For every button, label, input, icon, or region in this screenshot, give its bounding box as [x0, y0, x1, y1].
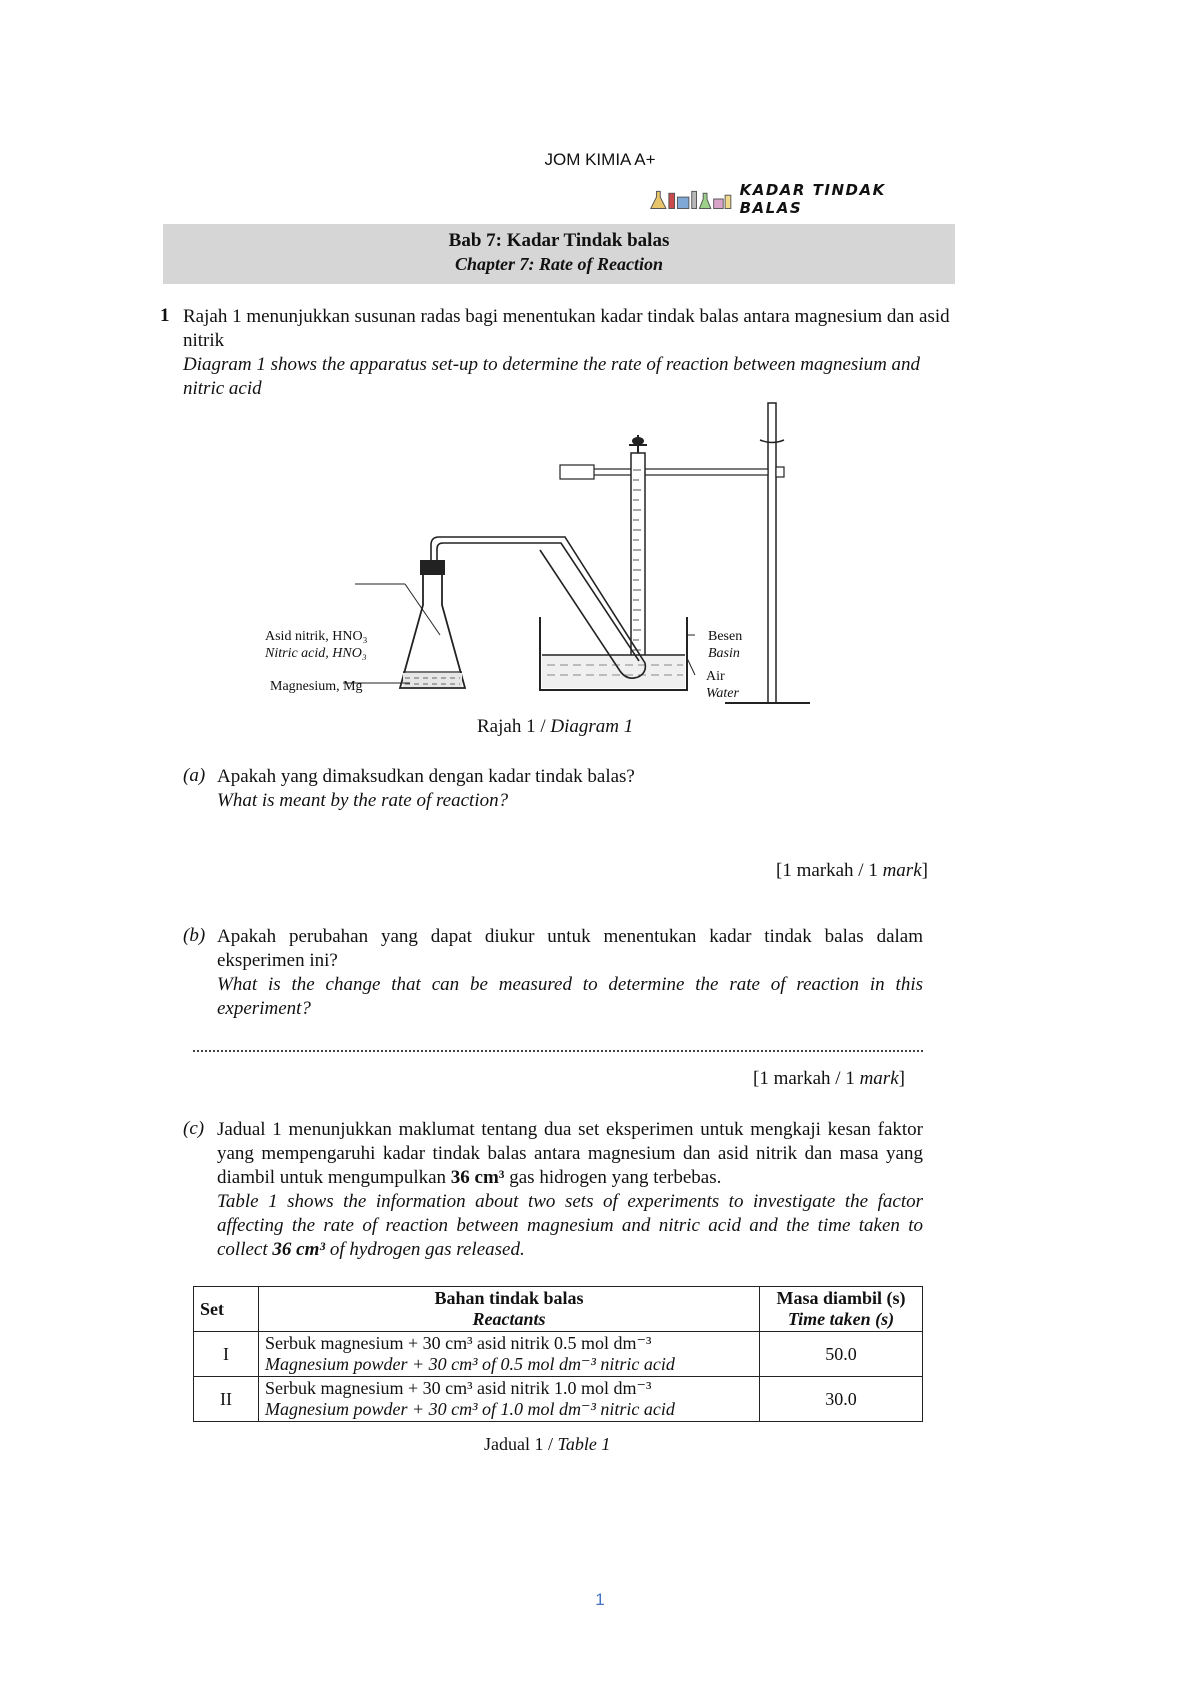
- row-reactants: [259, 1377, 760, 1422]
- part-b-marks: [753, 1068, 905, 1090]
- row-time: 30.0: [760, 1377, 923, 1422]
- stopper: [420, 560, 445, 575]
- diagram-caption: [477, 716, 633, 738]
- header-time-malay: Masa diambil (s): [776, 1288, 906, 1308]
- question-intro-malay: Rajah 1 menunjukkan susunan radas bagi menentukan kadar tindak balas antara magnesium dan asid nitrik: [183, 306, 950, 351]
- part-b-question: [193, 925, 923, 1021]
- header-reactants-malay: Bahan tindak balas: [434, 1288, 584, 1308]
- part-c-malay-volume: 36 cm³: [450, 1167, 505, 1188]
- label-basin-malay: Besen: [708, 629, 743, 644]
- part-a-marks-english: mark: [882, 860, 922, 881]
- part-b-english: What is the change that can be measured to determine the rate of reaction in this experiment?: [217, 974, 923, 1019]
- document-header-title: JOM KIMIA A+: [544, 150, 656, 169]
- part-c-question: [193, 1118, 923, 1262]
- part-a-marks-malay: [1 markah / 1: [776, 860, 883, 881]
- part-a-letter: (a): [183, 765, 206, 786]
- logo-text: KADAR TINDAK BALAS: [739, 181, 886, 217]
- label-water: [706, 668, 739, 702]
- label-nitric-acid: [265, 628, 368, 662]
- label-nitric-acid-malay: Asid nitrik, HNO₃: [265, 629, 368, 644]
- row-reactants-english: Magnesium powder + 30 cm³ of 0.5 mol dm⁻³ nitric acid: [265, 1354, 675, 1374]
- header-time: [760, 1287, 923, 1332]
- part-c-english: [193, 1190, 923, 1262]
- clamp-arm: [588, 469, 768, 475]
- header-reactants-english: Reactants: [472, 1309, 546, 1329]
- table-row: [194, 1332, 923, 1377]
- page-number: 1: [595, 1590, 605, 1609]
- table-row: [194, 1377, 923, 1422]
- part-a-marks-close: ]: [921, 860, 928, 881]
- part-a-marks: [776, 860, 928, 882]
- experiment-table: [193, 1286, 923, 1422]
- part-b-marks-malay: [1 markah / 1: [753, 1068, 860, 1089]
- label-basin-english: Basin: [708, 646, 740, 661]
- part-b-marks-english: mark: [859, 1068, 899, 1089]
- row-reactants-english: Magnesium powder + 30 cm³ of 1.0 mol dm⁻³ nitric acid: [265, 1399, 675, 1419]
- label-magnesium: Magnesium, Mg: [270, 679, 363, 694]
- chapter-title-box: [163, 224, 955, 284]
- diagram-caption-malay: Rajah 1 /: [477, 716, 551, 737]
- label-water-malay: Air: [706, 669, 725, 684]
- chapter-title-malay: Bab 7: Kadar Tindak balas: [448, 230, 670, 251]
- answer-line[interactable]: [193, 1050, 923, 1052]
- part-c-english-end: of hydrogen gas released.: [325, 1239, 525, 1260]
- clamp-jaw: [560, 465, 594, 479]
- row-set: II: [194, 1377, 259, 1422]
- label-water-english: Water: [706, 686, 739, 701]
- row-set: I: [194, 1332, 259, 1377]
- part-c-english-text: Table 1 shows the information about two sets of experiments to investigate the factor affecting the rate of reaction between magnesium and nitric acid and the time taken to collect: [217, 1191, 923, 1260]
- question-intro-english: Diagram 1 shows the apparatus set-up to determine the rate of reaction between magnesium and nitric acid: [183, 354, 921, 399]
- table-caption-malay: Jadual 1 /: [484, 1434, 558, 1454]
- header-set: Set: [194, 1287, 259, 1332]
- part-a-question: [217, 765, 922, 813]
- label-nitric-acid-english: Nitric acid, HNO₃: [265, 646, 367, 661]
- row-reactants-malay: Serbuk magnesium + 30 cm³ asid nitrik 0.5 mol dm⁻³: [265, 1333, 652, 1353]
- part-a-malay: Apakah yang dimaksudkan dengan kadar tindak balas?: [217, 766, 635, 787]
- chapter-logo: [645, 181, 945, 217]
- part-c-letter: (c): [183, 1118, 205, 1139]
- row-time: 50.0: [760, 1332, 923, 1377]
- part-b-letter: (b): [183, 925, 206, 946]
- part-c-malay: [193, 1118, 923, 1190]
- part-a-english: What is meant by the rate of reaction?: [217, 790, 509, 811]
- header-time-english: Time taken (s): [787, 1309, 895, 1329]
- part-c-english-volume: 36 cm³: [272, 1239, 326, 1260]
- chapter-title-english: Chapter 7: Rate of Reaction: [455, 254, 663, 274]
- table-header-row: [194, 1287, 923, 1332]
- question-intro: [183, 305, 958, 401]
- diagram-caption-english: Diagram 1: [550, 716, 634, 737]
- retort-stand-rod: [768, 403, 776, 703]
- part-b-malay: Apakah perubahan yang dapat diukur untuk menentukan kadar tindak balas dalam eksperimen ini?: [217, 926, 923, 971]
- part-c-malay-text: Jadual 1 menunjukkan maklumat tentang dua set eksperimen untuk mengkaji kesan faktor yang mempengaruhi kadar tindak balas antara magnesium dan asid nitrik dan masa yang diambil untuk mengumpulkan: [217, 1119, 923, 1188]
- row-reactants-malay: Serbuk magnesium + 30 cm³ asid nitrik 1.0 mol dm⁻³: [265, 1378, 652, 1398]
- header-reactants: [259, 1287, 760, 1332]
- table-caption-english: Table 1: [557, 1434, 611, 1454]
- lab-glassware-icon: [645, 187, 736, 211]
- conical-flask: [400, 575, 465, 688]
- part-b-marks-close: ]: [898, 1068, 905, 1089]
- table-caption: [484, 1434, 610, 1455]
- burette-tap: [632, 437, 644, 445]
- label-basin: [708, 628, 742, 662]
- part-c-malay-end: gas hidrogen yang terbebas.: [504, 1167, 722, 1188]
- row-reactants: [259, 1332, 760, 1377]
- question-number: 1: [160, 305, 170, 326]
